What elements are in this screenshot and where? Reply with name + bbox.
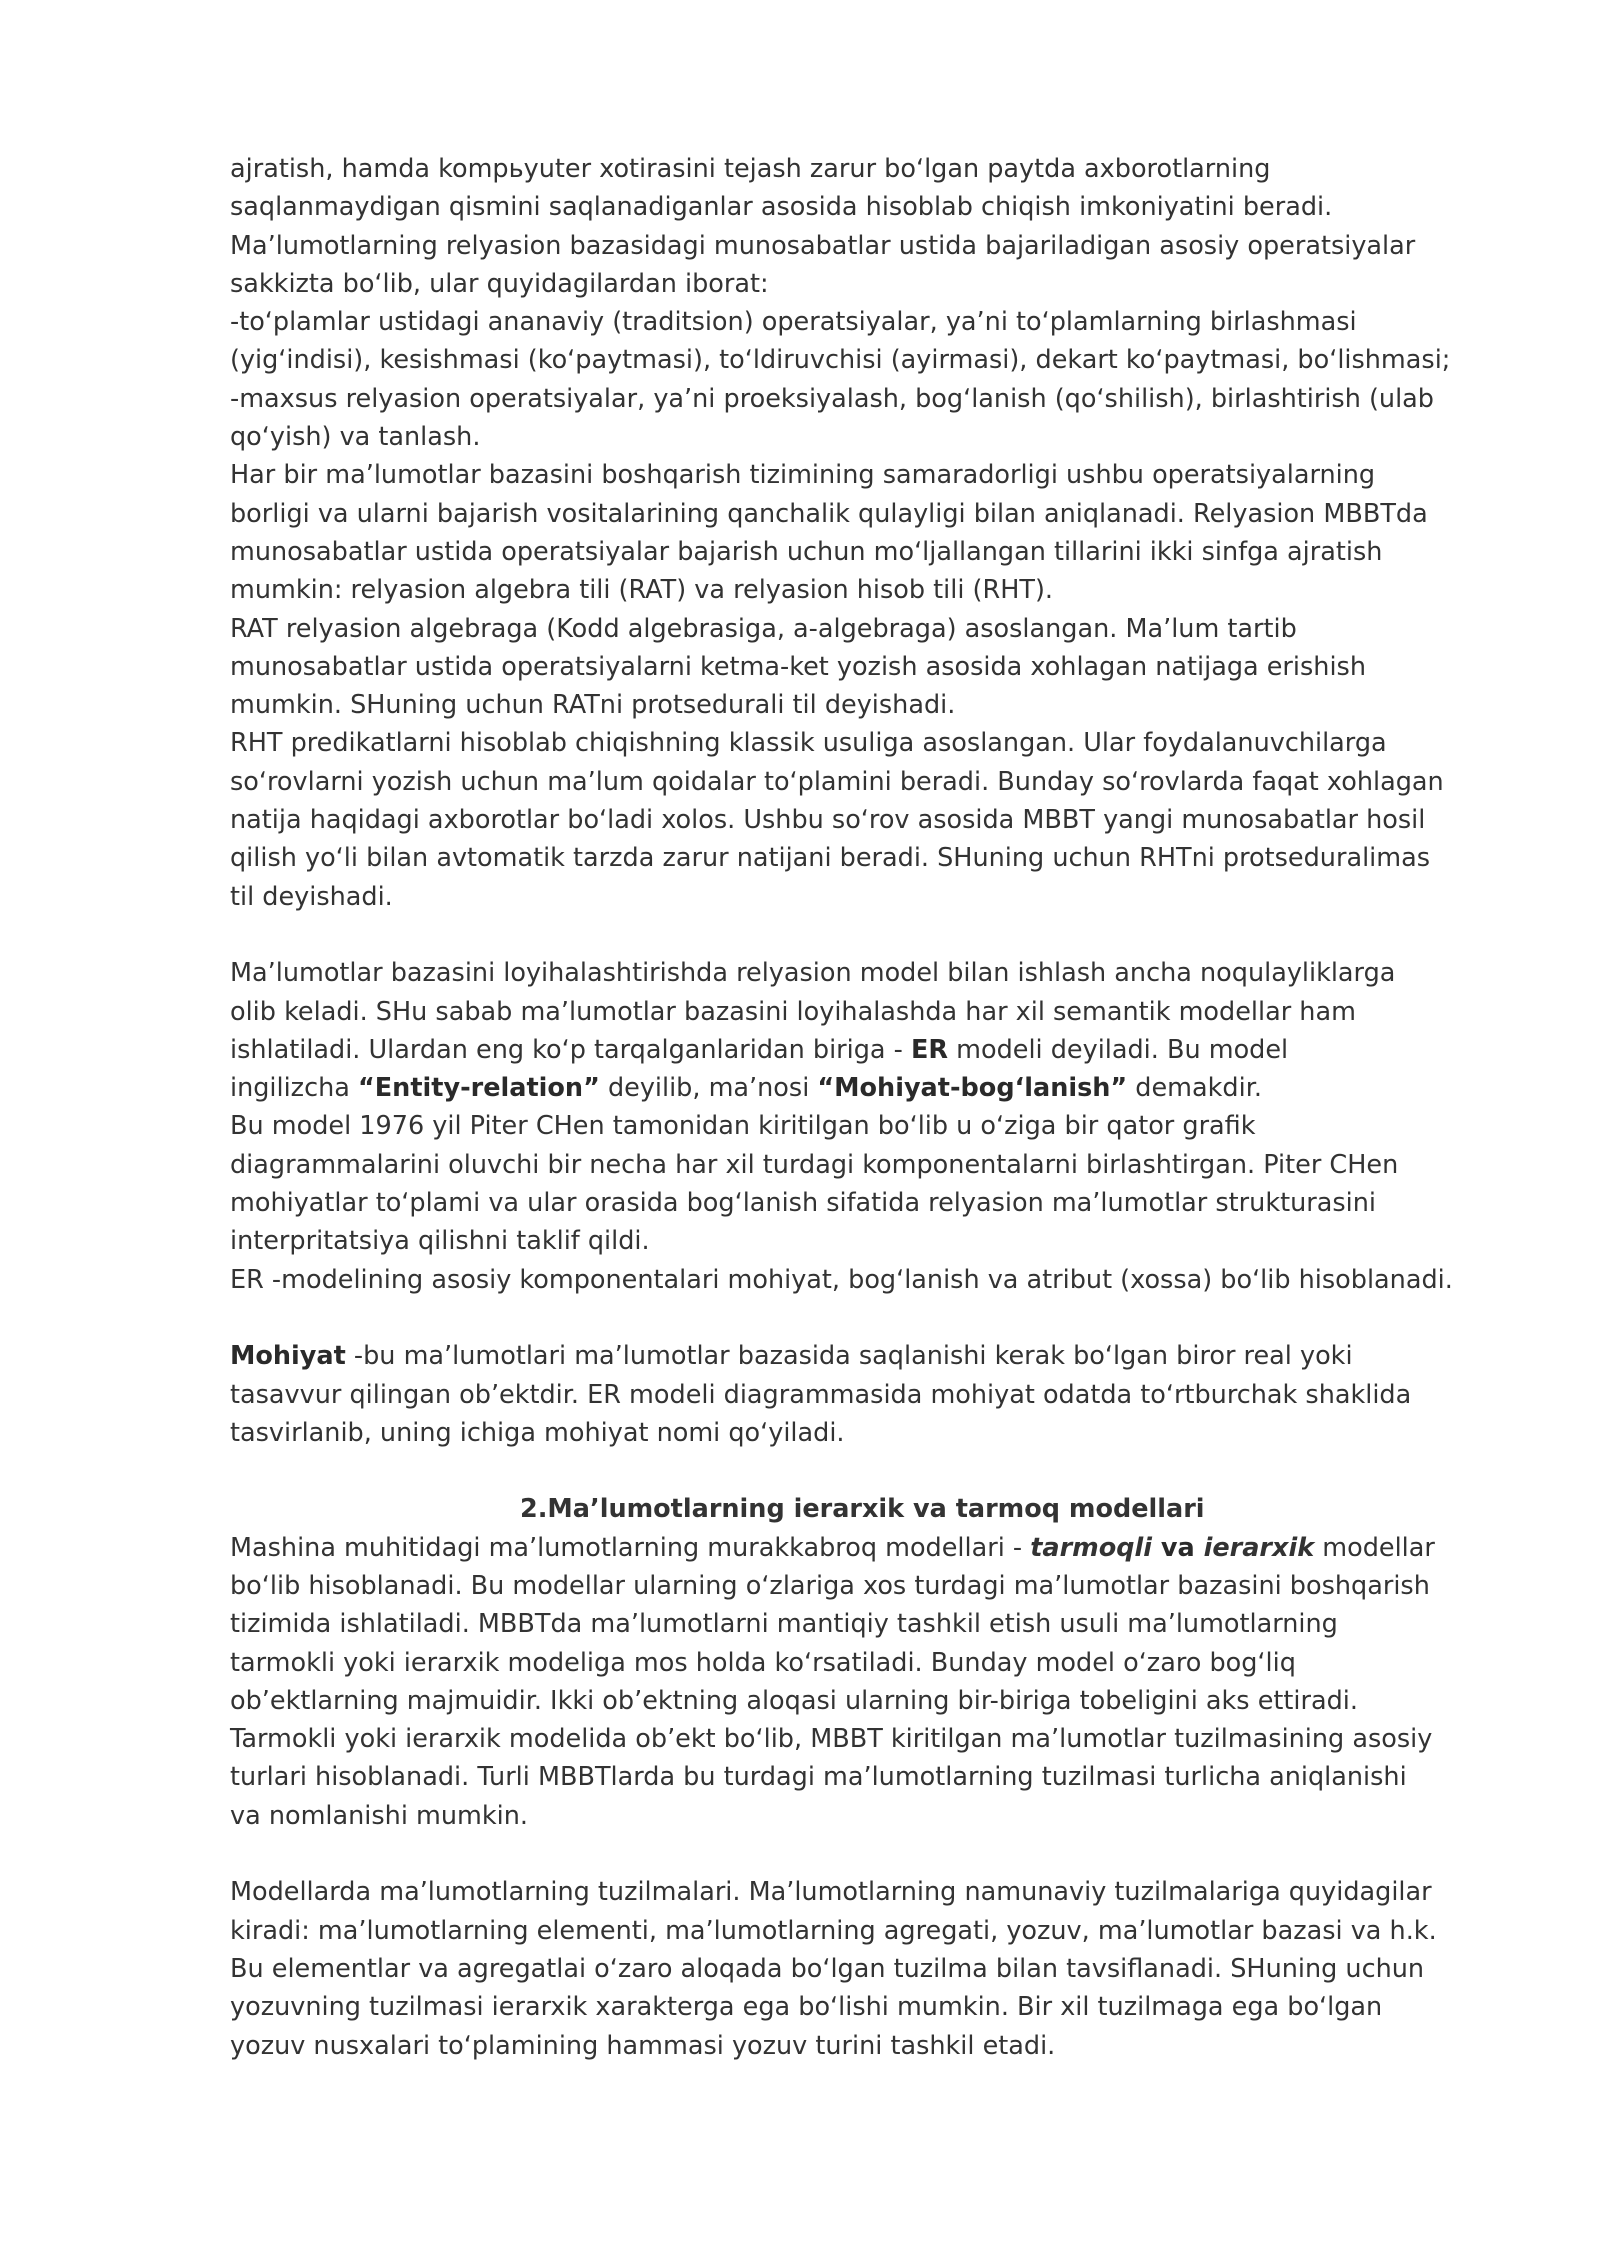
text-line: tizimida ishlatiladi. MBBTda maʼlumotlarni mantiqiy tashkil etish usuli maʼlumotlarning — [230, 1609, 1338, 1640]
text-line: ER -modelining asosiy komponentalari mohiyat, bogʻlanish va atribut (xossa) boʻlib hisoblanadi. — [230, 1264, 1453, 1295]
text-span: ingilizcha — [230, 1073, 358, 1104]
text-line: obʼektlarning majmuidir. Ikki obʼektning aloqasi ularning bir-biriga tobeligini aks ettiradi. — [230, 1685, 1358, 1716]
text-line: qoʻyish) va tanlash. — [230, 422, 481, 453]
text-line: til deyishadi. — [230, 881, 393, 912]
text-line: tasvirlanib, uning ichiga mohiyat nomi qoʻyiladi. — [230, 1417, 845, 1448]
text-line: mumkin. SHuning uchun RATni protsedurali til deyishadi. — [230, 690, 956, 721]
text-line: Tarmokli yoki ierarxik modelida obʼekt boʻlib, MBBT kiritilgan maʼlumotlar tuzilmasining asosiy — [230, 1724, 1433, 1755]
paragraph-network-hierarchical — [230, 1529, 1490, 1835]
text-line — [230, 1337, 1490, 1375]
paragraph-gap — [230, 1299, 1490, 1337]
text-line: tarmokli yoki ierarxik modeliga mos holda koʻrsatiladi. Bunday model oʻzaro bogʻliq — [230, 1647, 1296, 1678]
text-line: yozuvning tuzilmasi ierarxik xarakterga ega boʻlishi mumkin. Bir xil tuzilmaga ega boʻlgan — [230, 1992, 1383, 2023]
text-span: ishlatiladi. Ulardan eng koʻp tarqalganlaridan biriga - — [230, 1034, 911, 1065]
paragraph-er-model — [230, 954, 1490, 1299]
bold-er: ER — [910, 1034, 949, 1065]
text-line: turlari hisoblanadi. Turli MBBTlarda bu turdagi maʼlumotlarning tuzilmasi turlicha aniqlanishi — [230, 1762, 1407, 1793]
paragraph-relational-operations — [230, 150, 1490, 916]
text-line: Modellarda maʼlumotlarning tuzilmalari. Maʼlumotlarning namunaviy tuzilmalariga quyidagilar — [230, 1877, 1432, 1908]
text-line: Har bir maʼlumotlar bazasini boshqarish tizimining samaradorligi ushbu operatsiyalarning — [230, 460, 1376, 491]
text-line: munosabatlar ustida operatsiyalar bajarish uchun moʻljallangan tillarini ikki sinfga ajratish — [230, 536, 1383, 567]
text-line: Maʼlumotlarning relyasion bazasidagi munosabatlar ustida bajariladigan asosiy operatsiyalar — [230, 230, 1416, 261]
text-line: ajratish, hamda kompьyuter xotirasini tejash zarur boʻlgan paytda axborotlarning — [230, 154, 1271, 184]
text-line — [230, 1069, 1490, 1107]
text-line: interpritatsiya qilishni taklif qildi. — [230, 1226, 650, 1257]
text-line: va nomlanishi mumkin. — [230, 1800, 528, 1831]
bold-italic-tarmoqli: tarmoqli — [1030, 1532, 1153, 1563]
text-line: natija haqidagi axborotlar boʻladi xolos. Ushbu soʻrov asosida MBBT yangi munosabatlar hosil — [230, 805, 1426, 836]
text-line: mumkin: relyasion algebra tili (RAT) va relyasion hisob tili (RHT). — [230, 575, 1054, 606]
text-line — [230, 1031, 1490, 1069]
paragraph-data-structures — [230, 1873, 1490, 2064]
text-line: Maʼlumotlar bazasini loyihalashtirishda relyasion model bilan ishlash ancha noqulayliklarga — [230, 958, 1396, 989]
text-line: yozuv nusxalari toʻplamining hammasi yozuv turini tashkil etadi. — [230, 2030, 1056, 2061]
text-line: RHT predikatlarni hisoblab chiqishning klassik usuliga asoslangan. Ular foydalanuvchilarga — [230, 728, 1387, 759]
text-line: kiradi: maʼlumotlarning elementi, maʼlumotlarning agregati, yozuv, maʼlumotlar bazasi va h.k. — [230, 1915, 1437, 1946]
text-line: -maxsus relyasion operatsiyalar, yaʼni proeksiyalash, bogʻlanish (qoʻshilish), birlashtirish (ulab — [230, 383, 1434, 414]
bold-mohiyat-boglanish: “Mohiyat-bogʻlanish” — [817, 1073, 1128, 1104]
paragraph-gap — [230, 1452, 1490, 1490]
text-line: Bu model 1976 yil Piter CHen tamonidan kiritilgan boʻlib u oʻziga bir qator grafik — [230, 1111, 1256, 1142]
text-line: diagrammalarini oluvchi bir necha har xil turdagi komponentalarni birlashtirgan. Piter CHen — [230, 1149, 1399, 1180]
text-line: (yigʻindisi), kesishmasi (koʻpaytmasi), toʻldiruvchisi (ayirmasi), dekart koʻpaytmasi, boʻlishmasi; — [230, 345, 1451, 376]
paragraph-gap — [230, 1835, 1490, 1873]
text-line: boʻlib hisoblanadi. Bu modellar ularning oʻzlariga xos turdagi maʼlumotlar bazasini boshqarish — [230, 1570, 1430, 1601]
text-line — [230, 1529, 1490, 1567]
text-line: mohiyatlar toʻplami va ular orasida bogʻlanish sifatida relyasion maʼlumotlar strukturasini — [230, 1188, 1376, 1219]
text-line: -toʻplamlar ustidagi ananaviy (traditsion) operatsiyalar, yaʼni toʻplamlarning birlashmasi — [230, 307, 1357, 338]
text-line: soʻrovlarni yozish uchun maʼlum qoidalar toʻplamini beradi. Bunday soʻrovlarda faqat xohlagan — [230, 766, 1444, 797]
text-line: borligi va ularni bajarish vositalarining qanchalik qulayligi bilan aniqlanadi. Relyasion MBBTda — [230, 498, 1428, 529]
text-line: munosabatlar ustida operatsiyalarni ketma-ket yozish asosida xohlagan natijaga erishish — [230, 651, 1366, 682]
bold-italic-ierarxik: ierarxik — [1203, 1532, 1315, 1563]
text-line: olib keladi. SHu sabab maʼlumotlar bazasini loyihalashda har xil semantik modellar ham — [230, 996, 1356, 1027]
bold-mohiyat: Mohiyat — [230, 1341, 346, 1372]
paragraph-mohiyat — [230, 1337, 1490, 1452]
text-line: RAT relyasion algebraga (Kodd algebrasiga, a-algebraga) asoslangan. Maʼlum tartib — [230, 613, 1297, 644]
bold-va: va — [1152, 1532, 1204, 1563]
section-heading: 2.Maʼlumotlarning ierarxik va tarmoq modellari — [520, 1494, 1205, 1525]
text-line: qilish yoʻli bilan avtomatik tarzda zarur natijani beradi. SHuning uchun RHTni protseduralimas — [230, 843, 1430, 874]
paragraph-gap — [230, 916, 1490, 954]
text-line: saqlanmaydigan qismini saqlanadiganlar asosida hisoblab chiqish imkoniyatini beradi. — [230, 192, 1333, 223]
text-span: demakdir. — [1127, 1073, 1262, 1104]
bold-entity-relation: “Entity-relation” — [358, 1073, 600, 1104]
text-line: sakkizta boʻlib, ular quyidagilardan iborat: — [230, 268, 769, 299]
text-span: modellar — [1314, 1532, 1435, 1563]
text-span: deyilib, maʼnosi — [599, 1073, 818, 1104]
text-span: modeli deyiladi. Bu model — [948, 1034, 1289, 1065]
text-span: -bu maʼlumotlari maʼlumotlar bazasida saqlanishi kerak boʻlgan biror real yoki — [345, 1341, 1353, 1372]
text-line: Bu elementlar va agregatlai oʻzaro aloqada boʻlgan tuzilma bilan tavsiflanadi. SHuning uchun — [230, 1953, 1425, 1984]
text-line: tasavvur qilingan obʼektdir. ER modeli diagrammasida mohiyat odatda toʻrtburchak shaklida — [230, 1379, 1412, 1410]
text-span: Mashina muhitidagi maʼlumotlarning murakkabroq modellari - — [230, 1532, 1031, 1563]
